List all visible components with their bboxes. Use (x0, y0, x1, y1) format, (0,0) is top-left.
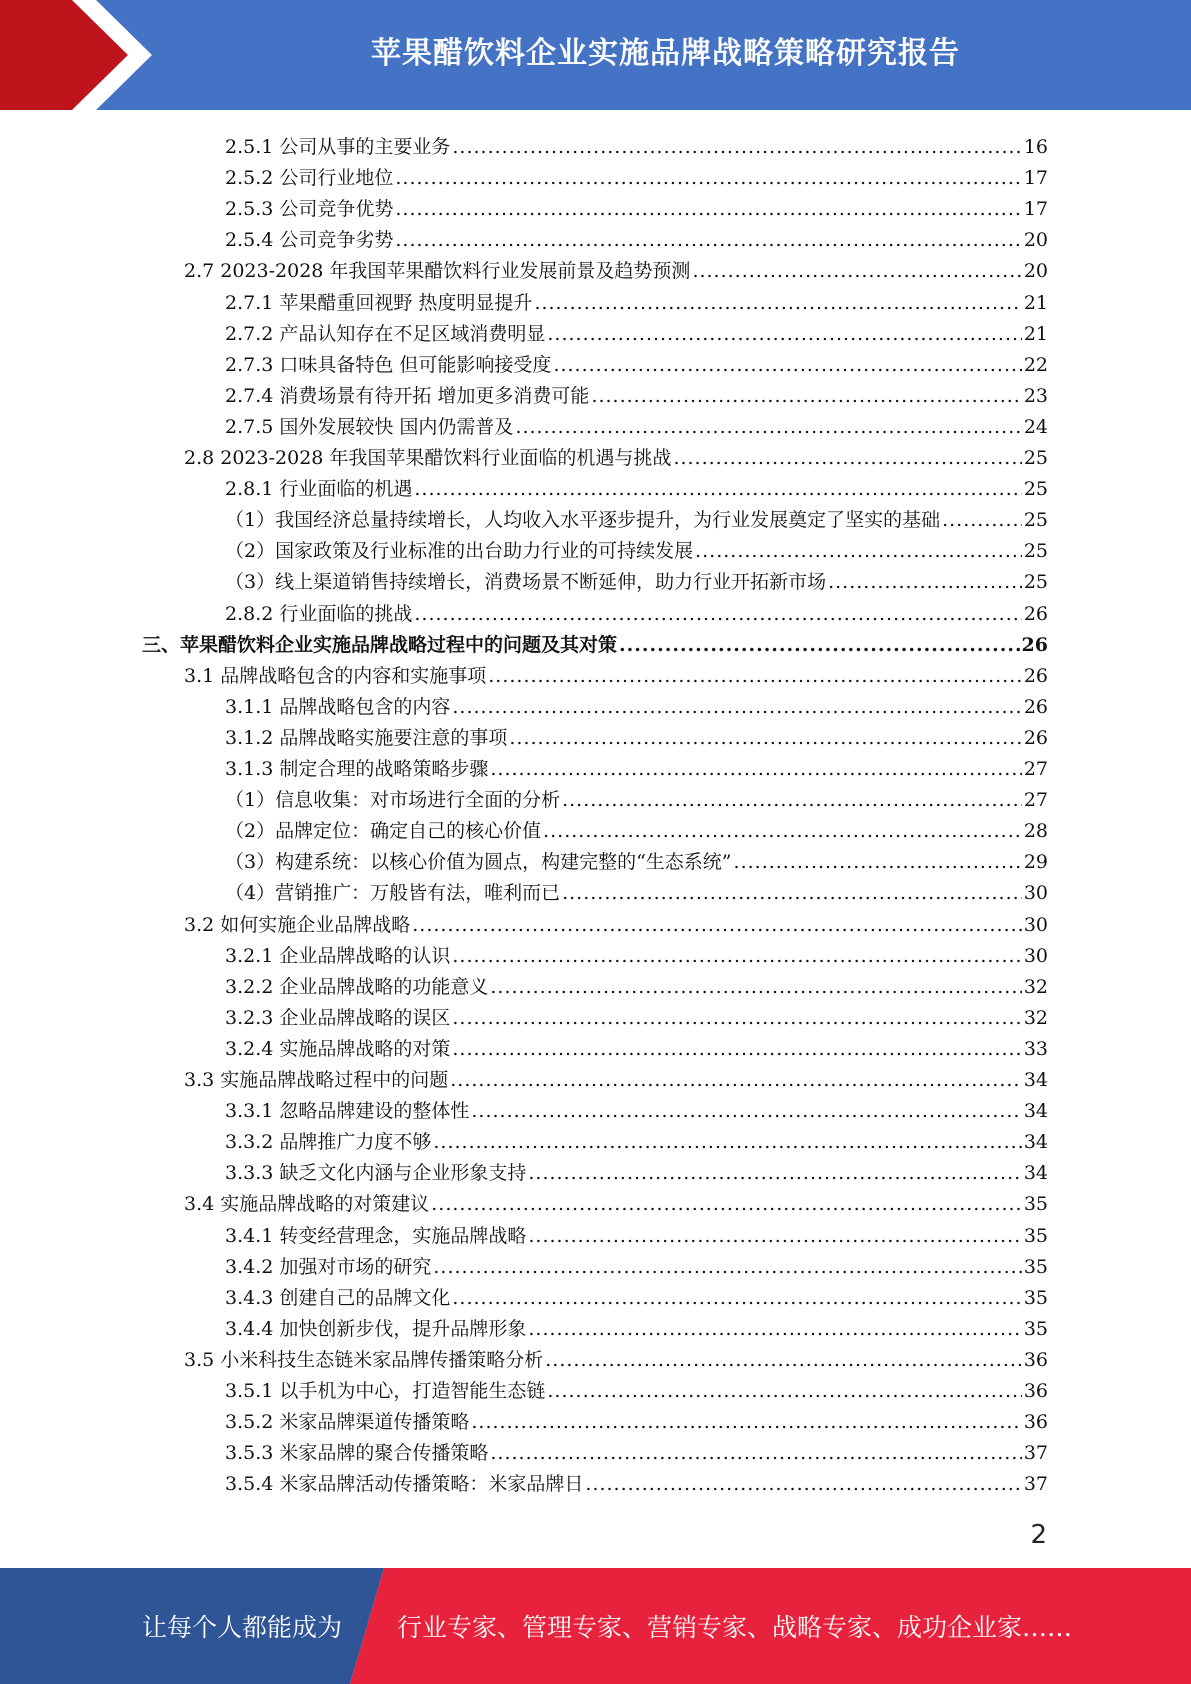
toc-entry-title: 3.3.2 品牌推广力度不够 (225, 1131, 432, 1154)
toc-entry[interactable] (184, 1185, 1048, 1216)
toc-entry-page: 20 (1023, 229, 1048, 252)
toc-entry-page: 16 (1023, 136, 1048, 158)
toc-entry[interactable] (225, 408, 1048, 439)
toc-entry-title: 3.1.2 品牌战略实施要注意的事项 (225, 726, 508, 749)
toc-dot-leader (450, 1068, 1022, 1092)
toc-dot-leader (734, 850, 1022, 874)
toc-dot-leader (395, 197, 1021, 221)
toc-dot-leader (828, 570, 1022, 594)
toc-entry-title: 3.1.1 品牌战略包含的内容 (225, 695, 451, 718)
toc-dot-leader (452, 1037, 1021, 1061)
toc-entry[interactable] (184, 252, 1048, 283)
toc-entry[interactable] (225, 595, 1048, 626)
toc-dot-leader (433, 1255, 1021, 1279)
toc-entry-page: 25 (1023, 509, 1048, 532)
toc-entry[interactable] (225, 1465, 1048, 1496)
toc-entry-page: 32 (1023, 1006, 1048, 1029)
toc-entry-page: 23 (1023, 384, 1048, 407)
toc-entry-title: 3.3 实施品牌战略过程中的问题 (184, 1069, 449, 1091)
toc-entry[interactable] (225, 128, 1048, 159)
toc-entry-page: 30 (1023, 913, 1048, 936)
toc-dot-leader (452, 944, 1021, 968)
toc-entry[interactable] (225, 937, 1048, 968)
toc-dot-leader (452, 135, 1021, 159)
toc-dot-leader (534, 291, 1021, 315)
toc-entry-title: 3.4.4 加快创新步伐，提升品牌形象 (225, 1317, 527, 1340)
toc-entry[interactable] (225, 501, 1048, 532)
toc-entry-page: 21 (1023, 322, 1048, 345)
toc-entry-page: 26 (1023, 602, 1048, 625)
footer-slogan-right: 行业专家、管理专家、营销专家、战略专家、成功企业家…… (397, 1613, 1073, 1642)
toc-entry[interactable] (184, 657, 1048, 688)
toc-entry[interactable] (225, 812, 1048, 843)
toc-entry-page: 34 (1023, 1162, 1048, 1185)
toc-dot-leader (395, 166, 1021, 190)
toc-entry-title: （4）营销推广：万般皆有法，唯利而已 (225, 882, 561, 905)
toc-entry-title: 3.4.2 加强对市场的研究 (225, 1255, 432, 1278)
toc-dot-leader (433, 1130, 1021, 1154)
toc-entry-page: 32 (1023, 975, 1048, 998)
toc-entry-title: 3.2 如何实施企业品牌战略 (184, 913, 411, 936)
toc-entry[interactable] (225, 563, 1048, 594)
toc-entry-page: 25 (1023, 478, 1048, 501)
toc-entry-page: 36 (1023, 1411, 1048, 1434)
toc-entry-title: 3.5.4 米家品牌活动传播策略：米家品牌日 (225, 1473, 584, 1496)
toc-entry[interactable] (225, 1092, 1048, 1123)
toc-entry-title: 2.5.1 公司从事的主要业务 (225, 136, 451, 158)
toc-entry-title: 3.4.1 转变经营理念，实施品牌战略 (225, 1224, 527, 1247)
toc-dot-leader (515, 415, 1021, 439)
toc-entry[interactable] (225, 470, 1048, 501)
toc-dot-leader (528, 1161, 1021, 1185)
toc-entry-title: 3.3.3 缺乏文化内涵与企业形象支持 (225, 1162, 527, 1185)
toc-entry[interactable] (225, 999, 1048, 1030)
toc-dot-leader (452, 1006, 1021, 1030)
toc-entry[interactable] (225, 1030, 1048, 1061)
toc-entry-title: 3.2.3 企业品牌战略的误区 (225, 1006, 451, 1029)
toc-entry[interactable] (225, 1154, 1048, 1185)
toc-entry-title: 3.2.2 企业品牌战略的功能意义 (225, 975, 489, 998)
toc-entry-title: 三、苹果醋饮料企业实施品牌战略过程中的问题及其对策 (142, 633, 618, 656)
toc-entry-title: （2）品牌定位：确定自己的核心价值 (225, 820, 542, 843)
toc-dot-leader (431, 1192, 1022, 1216)
toc-dot-leader (528, 1317, 1021, 1341)
toc-entry[interactable] (184, 1341, 1048, 1372)
toc-entry-page: 34 (1023, 1131, 1048, 1154)
toc-dot-leader (528, 1224, 1021, 1248)
toc-entry-title: 3.3.1 忽略品牌建设的整体性 (225, 1100, 470, 1123)
toc-entry-page: 25 (1023, 540, 1048, 563)
toc-entry-page: 22 (1023, 353, 1048, 376)
toc-entry[interactable] (225, 843, 1048, 874)
toc-dot-leader (942, 508, 1022, 532)
toc-dot-leader (412, 913, 1022, 937)
toc-entry[interactable] (225, 968, 1048, 999)
toc-entry[interactable] (225, 377, 1048, 408)
toc-dot-leader (543, 819, 1022, 843)
toc-dot-leader (673, 446, 1021, 470)
toc-entry-page: 26 (1023, 664, 1048, 687)
toc-dot-leader (490, 757, 1021, 781)
toc-entry[interactable] (184, 1061, 1048, 1092)
toc-entry-title: 2.8.2 行业面临的挑战 (225, 602, 413, 625)
toc-entry-title: 3.2.1 企业品牌战略的认识 (225, 944, 451, 967)
toc-entry-page: 34 (1023, 1100, 1048, 1123)
toc-entry[interactable] (225, 532, 1048, 563)
page-number: 2 (1030, 1520, 1047, 1550)
toc-entry[interactable] (225, 1123, 1048, 1154)
toc-entry-title: 2.7.2 产品认知存在不足区域消费明显 (225, 322, 546, 345)
toc-dot-leader (562, 881, 1022, 905)
toc-entry-page: 35 (1023, 1255, 1048, 1278)
toc-entry[interactable] (225, 1217, 1048, 1248)
toc-entry-title: 3.4.3 创建自己的品牌文化 (225, 1286, 451, 1309)
toc-entry-page: 30 (1023, 882, 1048, 905)
toc-entry[interactable] (225, 1434, 1048, 1465)
toc-entry-title: 2.7.1 苹果醋重回视野 热度明显提升 (225, 291, 533, 314)
toc-entry-title: 3.5.3 米家品牌的聚合传播策略 (225, 1442, 489, 1465)
toc-entry-title: （1）信息收集：对市场进行全面的分析 (225, 789, 561, 812)
toc-entry-page: 37 (1023, 1473, 1048, 1496)
toc-entry-page: 35 (1023, 1317, 1048, 1340)
toc-dot-leader (619, 633, 1020, 657)
page-footer (0, 1568, 1191, 1684)
toc-entry[interactable] (225, 1403, 1048, 1434)
toc-dot-leader (471, 1099, 1021, 1123)
toc-entry[interactable] (225, 159, 1048, 190)
toc-entry-title: 2.5.2 公司行业地位 (225, 167, 394, 190)
toc-entry[interactable] (225, 1279, 1048, 1310)
toc-entry-title: 2.7.3 口味具备特色 但可能影响接受度 (225, 353, 552, 376)
toc-entry-page: 26 (1023, 695, 1048, 718)
toc-dot-leader (692, 259, 1021, 283)
toc-entry[interactable] (225, 750, 1048, 781)
toc-entry-title: 3.2.4 实施品牌战略的对策 (225, 1037, 451, 1060)
toc-entry-page: 26 (1023, 726, 1048, 749)
toc-dot-leader (452, 1286, 1021, 1310)
toc-dot-leader (553, 353, 1021, 377)
toc-entry-page: 28 (1023, 820, 1048, 843)
toc-dot-leader (395, 228, 1021, 252)
toc-dot-leader (547, 322, 1021, 346)
toc-entry[interactable] (225, 874, 1048, 905)
toc-entry[interactable] (225, 1248, 1048, 1279)
toc-dot-leader (414, 477, 1021, 501)
toc-entry-page: 36 (1023, 1380, 1048, 1402)
toc-entry-title: 2.8.1 行业面临的机遇 (225, 478, 413, 501)
footer-slogan-left: 让每个人都能成为 (142, 1613, 343, 1642)
toc-entry-title: 2.7.5 国外发展较快 国内仍需普及 (225, 415, 514, 438)
toc-entry-page: 30 (1023, 944, 1048, 967)
toc-dot-leader (585, 1472, 1021, 1496)
report-title: 苹果醋饮料企业实施品牌战略策略研究报告 (371, 36, 960, 71)
toc-entry[interactable] (184, 906, 1048, 937)
toc-entry[interactable] (225, 781, 1048, 812)
toc-dot-leader (562, 788, 1022, 812)
toc-entry-title: 3.1.3 制定合理的战略策略步骤 (225, 758, 489, 780)
toc-entry[interactable] (184, 439, 1048, 470)
toc-entry-page: 35 (1023, 1286, 1048, 1309)
toc-entry-title: （2）国家政策及行业标准的出台助力行业的可持续发展 (225, 540, 694, 563)
toc-entry-page: 35 (1023, 1224, 1048, 1247)
toc-entry-title: 3.4 实施品牌战略的对策建议 (184, 1193, 430, 1216)
toc-entry-title: 2.5.4 公司竞争劣势 (225, 229, 394, 252)
toc-entry-title: （1）我国经济总量持续增长，人均收入水平逐步提升，为行业发展奠定了坚实的基础 (225, 509, 941, 532)
toc-dot-leader (414, 602, 1021, 626)
toc-entry-page: 27 (1023, 758, 1048, 780)
toc-entry-title: 2.5.3 公司竞争优势 (225, 198, 394, 221)
toc-entry-page: 36 (1023, 1348, 1048, 1371)
toc-entry-title: 2.7 2023-2028 年我国苹果醋饮料行业发展前景及趋势预测 (184, 260, 691, 283)
toc-entry-page: 37 (1023, 1442, 1048, 1465)
toc-entry-page: 27 (1023, 789, 1048, 812)
toc-dot-leader (471, 1410, 1021, 1434)
toc-dot-leader (490, 975, 1021, 999)
toc-entry-page: 34 (1023, 1069, 1048, 1091)
toc-entry[interactable] (225, 1372, 1048, 1403)
toc-entry[interactable] (225, 1310, 1048, 1341)
toc-entry-page: 26 (1021, 633, 1048, 656)
toc-dot-leader (452, 695, 1021, 719)
toc-entry[interactable] (225, 719, 1048, 750)
toc-entry-title: 2.7.4 消费场景有待开拓 增加更多消费可能 (225, 384, 590, 407)
toc-entry-title: （3）线上渠道销售持续增长，消费场景不断延伸，助力行业开拓新市场 (225, 571, 827, 594)
toc-entry[interactable] (142, 626, 1048, 657)
toc-dot-leader (591, 384, 1021, 408)
toc-entry[interactable] (225, 346, 1048, 377)
toc-dot-leader (695, 539, 1022, 563)
toc-entry-page: 17 (1023, 198, 1048, 221)
toc-entry-page: 17 (1023, 167, 1048, 190)
toc-entry-page: 29 (1023, 851, 1048, 874)
toc-entry-title: 3.5 小米科技生态链米家品牌传播策略分析 (184, 1348, 544, 1371)
toc-entry-page: 25 (1023, 447, 1048, 469)
toc-entry[interactable] (225, 315, 1048, 346)
toc-entry-page: 20 (1023, 260, 1048, 283)
toc-dot-leader (490, 1441, 1021, 1465)
toc-dot-leader (547, 1379, 1021, 1403)
toc-entry-page: 24 (1023, 415, 1048, 438)
toc-entry-title: 3.5.2 米家品牌渠道传播策略 (225, 1411, 470, 1434)
toc-entry-title: 3.5.1 以手机为中心，打造智能生态链 (225, 1380, 546, 1402)
toc-entry-title: 3.1 品牌战略包含的内容和实施事项 (184, 664, 487, 687)
toc-dot-leader (488, 664, 1022, 688)
toc-entry[interactable] (225, 284, 1048, 315)
toc-entry-page: 35 (1023, 1193, 1048, 1216)
toc-entry[interactable] (225, 221, 1048, 252)
toc-entry-title: （3）构建系统：以核心价值为圆点，构建完整的“生态系统” (225, 851, 732, 874)
toc-entry-page: 21 (1023, 291, 1048, 314)
toc-entry-page: 25 (1023, 571, 1048, 594)
page-header (0, 0, 1191, 110)
toc-entry-page: 33 (1023, 1037, 1048, 1060)
toc-dot-leader (545, 1348, 1022, 1372)
toc-entry[interactable] (225, 190, 1048, 221)
toc-dot-leader (509, 726, 1021, 750)
toc-entry-title: 2.8 2023-2028 年我国苹果醋饮料行业面临的机遇与挑战 (184, 447, 672, 469)
toc-entry[interactable] (225, 688, 1048, 719)
